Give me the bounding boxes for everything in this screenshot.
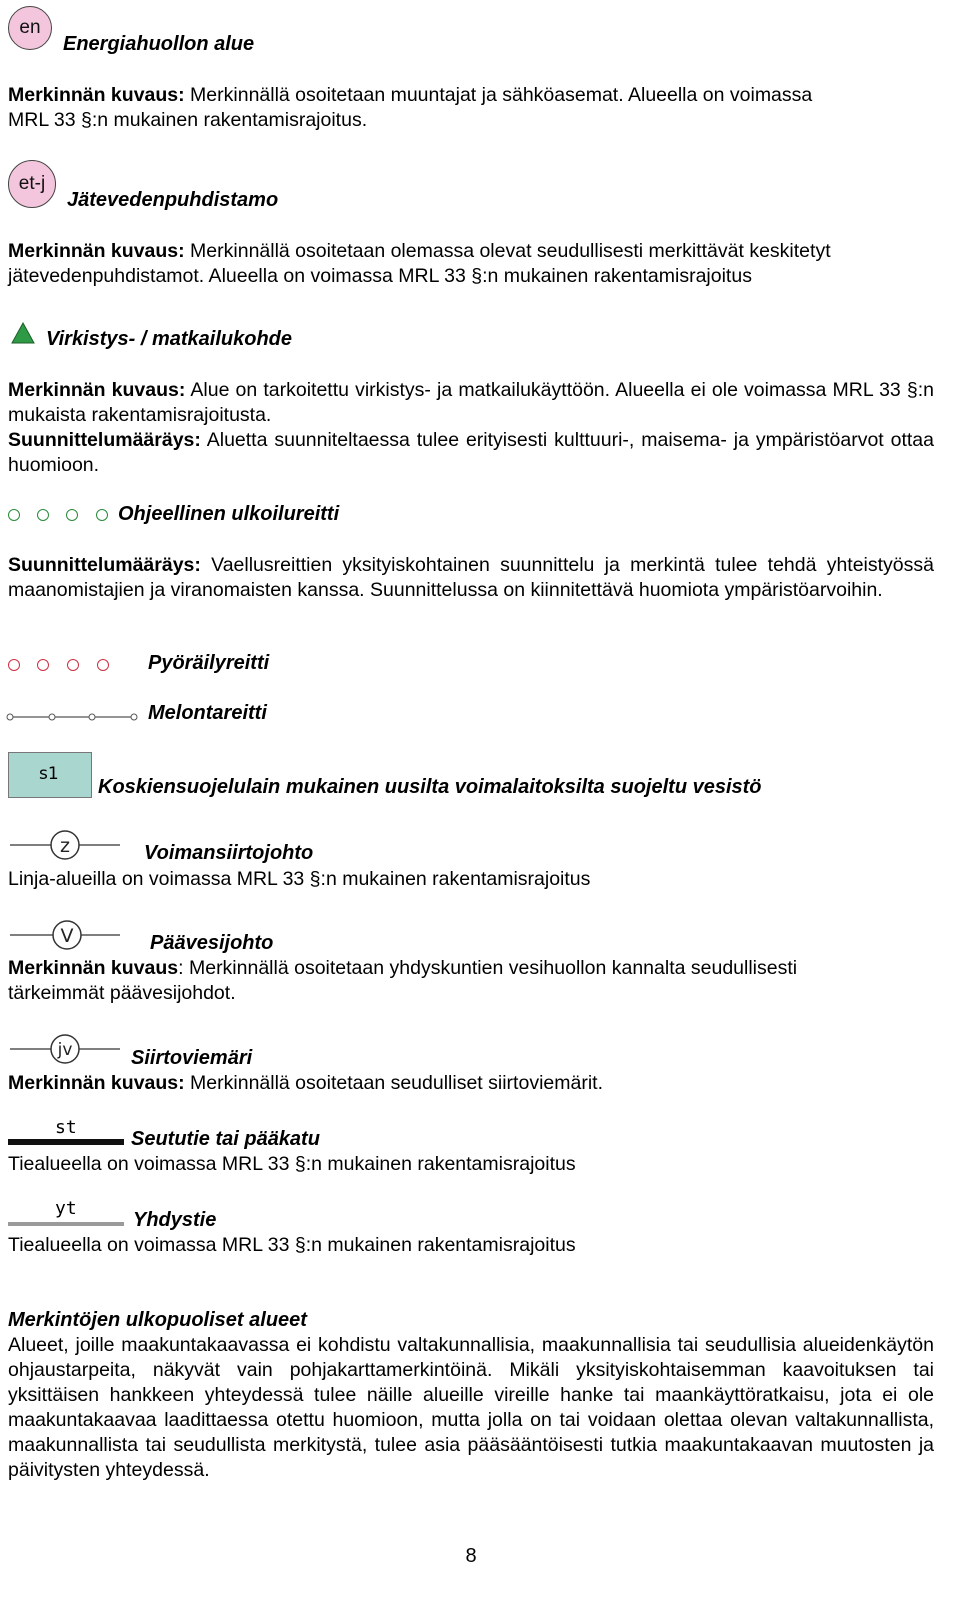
recreation-desc-text: Alue on tarkoitettu virkistys- ja matkailukäyttöön. Alueella ei ole voimassa MRL 33 §:n mukaista rakentamisrajoitusta. (8, 379, 934, 426)
energy-description (8, 83, 934, 133)
connecting-road-title: Yhdystie (133, 1209, 217, 1231)
outdoor-route-title: Ohjeellinen ulkoilureitti (118, 503, 340, 525)
canoe-route-title: Melontareitti (148, 702, 267, 724)
main-road-description: Tiealueella on voimassa MRL 33 §:n mukainen rakentamisrajoitus (8, 1153, 576, 1175)
outdoor-regulation-text: Vaellusreittien yksityiskohtainen suunnittelu ja merkintä tulee tehdä yhteistyössä maanomistajien ja viranomaisten kanssa. Suunnittelussa on kiinnitettävä huomiota ympäristöarvoihin. (8, 554, 934, 601)
wastewater-symbol-label: et-j (18, 173, 46, 194)
energy-desc-text-2: MRL 33 §:n mukainen rakentamisrajoitus. (8, 109, 368, 131)
water-main-desc-label: Merkinnän kuvaus (8, 957, 179, 979)
recreation-description (8, 378, 934, 478)
wastewater-desc-text-2: jätevedenpuhdistamot. Alueella on voimassa MRL 33 §:n mukainen rakentamisrajoitus (8, 265, 752, 287)
water-main-title: Päävesijohto (150, 932, 274, 954)
recreation-regulation-label: Suunnittelumääräys: (8, 429, 201, 451)
energy-symbol-label: en (19, 17, 41, 38)
protected-rapids-symbol-icon (8, 752, 92, 798)
sewer-desc-label: Merkinnän kuvaus: (8, 1072, 185, 1094)
water-main-description (8, 956, 934, 1006)
protected-rapids-title: Koskiensuojelulain mukainen uusilta voimalaitoksilta suojeltu vesistö (98, 776, 762, 798)
wastewater-desc-text: Merkinnällä osoitetaan olemassa olevat seudullisesti merkittävät keskitetyt (184, 240, 831, 262)
main-road-symbol-label: st (55, 1117, 77, 1138)
outdoor-route-description (8, 553, 934, 603)
recreation-regulation-text: Aluetta suunniteltaessa tulee erityisesti kulttuuri-, maisema- ja ympäristöarvot ottaa huomioon. (8, 429, 934, 476)
cycling-route-title: Pyöräilyreitti (148, 652, 270, 674)
power-line-description: Linja-alueilla on voimassa MRL 33 §:n mukainen rakentamisrajoitus (8, 868, 591, 890)
sewer-description (8, 1071, 934, 1096)
outdoor-regulation-label: Suunnittelumääräys: (8, 554, 201, 576)
power-line-title: Voimansiirtojohto (144, 842, 314, 864)
page-number: 8 (465, 1545, 477, 1567)
sewer-symbol-icon (8, 1032, 122, 1066)
connecting-road-symbol-label: yt (55, 1198, 77, 1219)
water-main-desc-text: : Merkinnällä osoitetaan yhdyskuntien vesihuollon kannalta seudullisesti (178, 957, 798, 979)
wastewater-description (8, 239, 934, 289)
energy-area-symbol-icon (8, 6, 52, 50)
water-main-symbol-icon (8, 918, 122, 952)
power-line-symbol-icon (8, 828, 122, 862)
recreation-desc-label: Merkinnän kuvaus: (8, 379, 186, 401)
connecting-road-line-icon (8, 1222, 124, 1226)
water-main-symbol-label: V (60, 925, 74, 947)
power-line-symbol-label: z (60, 835, 70, 857)
energy-title: Energiahuollon alue (63, 33, 255, 55)
canoe-route-symbol-icon (6, 710, 140, 724)
water-main-desc-text-2: tärkeimmät päävesijohdot. (8, 982, 236, 1004)
sewer-title: Siirtoviemäri (131, 1047, 253, 1069)
recreation-title: Virkistys- / matkailukohde (46, 328, 293, 350)
outside-areas-title: Merkintöjen ulkopuoliset alueet (8, 1309, 307, 1331)
main-road-title: Seututie tai pääkatu (131, 1128, 320, 1150)
green-triangle-icon (10, 321, 36, 345)
wastewater-title: Jätevedenpuhdistamo (67, 189, 279, 211)
connecting-road-description: Tiealueella on voimassa MRL 33 §:n mukainen rakentamisrajoitus (8, 1234, 576, 1256)
wastewater-plant-symbol-icon (8, 160, 56, 208)
energy-desc-text: Merkinnällä osoitetaan muuntajat ja sähköasemat. Alueella on voimassa (184, 84, 813, 106)
outside-areas-body: Alueet, joille maakuntakaavassa ei kohdistu valtakunnallisia, maakunnallisia tai seudullisia alueidenkäytön ohjaustarpeita, näkyvät vain pohjakarttamerkintöinä. Mikäli yksityiskohtaisemman kaavoituksen tai yksittäisen hankkeen yhteydessä tulee näille alueille vireille hanke tai maankäyttöratkaisu, jota ei ole maakuntakaavaa laadittaessa otettu huomioon, mutta jolla on tai voidaan olettaa olevan valtakunnallista, maakunnallista tai seudullista merkitystä, tulee asia pääsääntöisesti tutkia maakuntakaavan muutosten ja päivitysten yhteydessä. (8, 1334, 934, 1481)
energy-desc-label: Merkinnän kuvaus: (8, 84, 185, 106)
wastewater-desc-label: Merkinnän kuvaus: (8, 240, 185, 262)
rapids-symbol-label: s1 (39, 764, 59, 784)
main-road-line-icon (8, 1139, 124, 1145)
sewer-desc-text: Merkinnällä osoitetaan seudulliset siirtoviemärit. (184, 1072, 603, 1094)
sewer-symbol-label: jv (57, 1040, 73, 1060)
